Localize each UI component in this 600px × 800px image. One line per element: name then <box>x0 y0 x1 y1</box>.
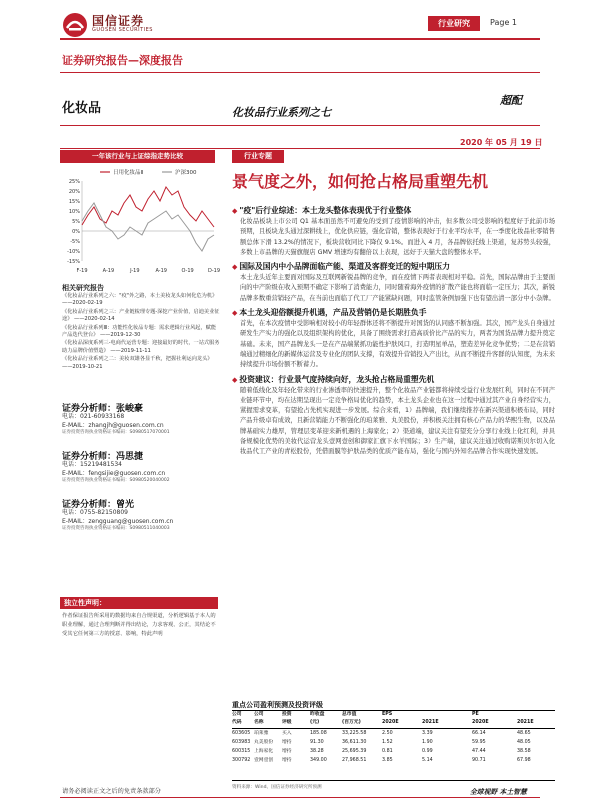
table-cell: 2021E <box>517 720 534 725</box>
table-cell: 300792 <box>232 758 251 763</box>
related-heading: 相关研究报告 <box>62 284 104 292</box>
related-item[interactable]: 《化妆品行业系列之三：产业链梳理专题-深挖产业价值，启迪美业征途》 ——2020-02-14 <box>62 308 220 323</box>
forecast-table <box>232 711 555 781</box>
table-row <box>232 748 555 756</box>
section <box>232 205 555 258</box>
analyst-email[interactable]: E-MAIL：zengguang@guosen.com.cn <box>62 517 174 525</box>
table-cell: 185.08 <box>310 731 327 736</box>
table-row <box>232 739 555 747</box>
table-cell: 壹网壹创 <box>254 758 274 763</box>
table-cell: 2020E <box>472 720 489 725</box>
header-divider <box>60 38 540 40</box>
table-cell: 67.98 <box>517 758 531 763</box>
table-cell: 名称 <box>254 720 264 725</box>
table-cell: 5.14 <box>422 758 433 763</box>
section-body: 首先，在本次疫情中受影响相对较小的年轻群体还将不断提升对国货的认同感不断加强。其次，国产龙头自身通过研发生产实力的强化以及组织架构的优化，具备了围绕需求打造高质价比产品的实力，两者为国货品牌力提升奠定基础。未来，国产品牌龙头一是在产品端紧抓功能性护肤风口，打造明星单品，塑造差异化竞争优势；二是在营销端通过精细化的新媒体运营及专业化的团队支撑，有效提升营销投入产出比，从而不断提升客群的认知度，为未来持续提升市场份额不断蓄力。 <box>240 320 555 369</box>
table-cell: 48.05 <box>517 740 531 745</box>
bullet-icon: ◆ <box>232 309 238 318</box>
table-cell: 投资 <box>282 712 292 717</box>
x-tick-label: A-19 <box>102 268 115 274</box>
table-row <box>232 757 555 765</box>
table-cell: 买入 <box>282 731 292 736</box>
analyst-email[interactable]: E-MAIL：zhangjh@guosen.com.cn <box>62 421 164 429</box>
table-header-rule <box>232 728 555 729</box>
guosen-logo-icon <box>62 12 88 38</box>
table-cell: 603605 <box>232 731 251 736</box>
x-tick-label: A-19 <box>155 268 167 274</box>
table-cell: 48.65 <box>517 731 531 736</box>
disclaimer-title: 独立性声明： <box>60 597 218 609</box>
table-cell: 603983 <box>232 740 251 745</box>
table-cell: 增持 <box>282 740 292 745</box>
main-content <box>232 205 555 461</box>
section-body: 随着低线化及年轻化带来的行业渗透率的快速提升，整个化妆品产业链都将持续受益行业发展红利，同时在不同产业链环节中，均在达期呈现出一定竞争格局优化的趋势，本土龙头企业也在这一过程中通过其产业自身经营实力，紧握需求变革，有望抢占先机实现进一步发展。综合来看，1）品牌端，我们继续推荐在新兴渠道积极布局，同时产品升级卓有成效，且新营销能力不断强化的珀莱雅、丸美股份，并积极关注拥有核心产品力的华熙生物，以及品牌基础实力雄厚，管理层变革迎来新机遇的上海家化；2）渠道端，建议关注有望充分分享行业线上化红利，并具备规模化优势的美妆代运营龙头壹网壹创和御家汇旗下水羊国际；3）生产端，建议关注通过收购诺斯贝尔切入化妆品代工产业的青松股份，凭借面膜等护肤品类的优质产能布局，强化与国内外知名品牌合作实现快速发展。 <box>240 386 555 456</box>
table-cell: 3.85 <box>382 758 393 763</box>
divider <box>60 148 540 149</box>
x-tick-label: D-19 <box>207 268 221 274</box>
footer-note: 请务必阅读正文之后的免责条款部分 <box>62 788 161 795</box>
industry-name: 化妆品 <box>62 101 102 116</box>
analyst-phone: 电话：021-60933168 <box>62 413 125 421</box>
analyst-block <box>62 405 222 436</box>
table-cell: 2021E <box>422 720 439 725</box>
table-cell: 91.30 <box>310 740 324 745</box>
table-cell: 1.90 <box>422 740 433 745</box>
table-cell: PE <box>472 712 479 717</box>
section-tag: 行业专题 <box>232 150 284 163</box>
category-tag: 行业研究 <box>428 16 480 31</box>
table-title: 重点公司盈利预测及投资评级 <box>232 701 323 709</box>
table-cell: 昨收盘 <box>310 712 325 717</box>
chart-title: 一年该行业与上证综指走势比较 <box>60 150 215 163</box>
table-cell: 2.50 <box>382 731 393 736</box>
analyst-phone: 电话：0755-82150809 <box>62 509 128 517</box>
table-cell: 600315 <box>232 749 251 754</box>
analyst-name: 证券分析师：曾光 <box>62 500 135 510</box>
y-tick-label: -15% <box>67 259 80 265</box>
table-cell: 66.14 <box>472 731 486 736</box>
y-tick-label: -5% <box>70 239 80 245</box>
report-date: 2020 年 05 月 19 日 <box>460 138 543 147</box>
table-cell: 增持 <box>282 758 292 763</box>
table-cell: 上海家化 <box>254 749 274 754</box>
y-tick-label: 0% <box>72 229 80 235</box>
table-cell: 评级 <box>282 720 292 725</box>
legend-label: 沪深300 <box>175 170 197 176</box>
table-header-row <box>232 719 555 727</box>
x-tick-label: F-19 <box>76 268 88 274</box>
analyst-name: 证券分析师：冯思捷 <box>62 452 144 462</box>
table-cell: 36,611.30 <box>342 740 367 745</box>
legend-label: 日用化妆品Ⅱ <box>113 170 144 176</box>
table-cell: 珀莱雅 <box>254 731 269 736</box>
table-cell: 38.58 <box>517 749 531 754</box>
table-cell: 38.28 <box>310 749 324 754</box>
y-tick-label: 10% <box>68 209 80 215</box>
table-cell: EPS <box>382 712 393 717</box>
divider <box>60 125 540 126</box>
table-cell: 59.95 <box>472 740 486 745</box>
section-heading: 本土龙头迎俗额提升机遇，产品及营销仍是长期胜负手 <box>239 308 427 318</box>
table-cell: 3.39 <box>422 731 433 736</box>
section-heading: 国际及国内中小品牌面临产能、渠道及客群变迁的短中期压力 <box>239 262 450 272</box>
table-cell: 25,695.39 <box>342 749 367 754</box>
rating: 超配 <box>500 94 522 107</box>
x-tick-label: J-19 <box>130 268 140 274</box>
table-row <box>232 730 555 738</box>
table-cell: 0.81 <box>382 749 393 754</box>
table-cell: 27,968.51 <box>342 758 367 763</box>
trend-chart <box>60 165 221 277</box>
analyst-license: 证券投资咨询执业资格证书编码：S0980520040002 <box>62 478 170 484</box>
table-bottom-rule <box>232 780 555 781</box>
logo-english-text: GUOSEN SECURITIES <box>92 27 153 33</box>
bullet-icon: ◆ <box>232 375 238 384</box>
table-cell: 代码 <box>232 720 242 725</box>
analyst-license: 证券投资咨询执业资格证书编码：S0980511040003 <box>62 526 170 532</box>
table-source: 资料来源：Wind、国信证券经济研究所预测 <box>232 785 322 790</box>
section-heading: "疫"后行业综述：本土龙头整体表现优于行业整体 <box>239 206 412 215</box>
section <box>232 261 555 304</box>
y-tick-label: 5% <box>72 219 80 225</box>
table-header-row <box>232 711 555 719</box>
table-cell: (元) <box>310 720 320 725</box>
headline: 景气度之外，如何抢占格局重塑先机 <box>232 172 489 191</box>
table-cell: 公司 <box>232 712 242 717</box>
table-cell: 349.00 <box>310 758 327 763</box>
divider <box>60 72 540 73</box>
logo-text: 国信证券 <box>92 14 145 28</box>
section <box>232 374 555 458</box>
related-list <box>62 293 220 372</box>
table-cell: 33,225.58 <box>342 731 367 736</box>
analyst-email[interactable]: E-MAIL：fengsijie@guosen.com.cn <box>62 469 166 477</box>
bullet-icon: ◆ <box>232 263 238 272</box>
section-body: 化妆品板块上市公司 Q1 基本面虽然不可避免的受到了疫情影响的冲击，但多数公司受影响的程度好于此前市场预期，且板块龙头通过深耕线上，优化供应链，强化营销，整体表现好于行业平均水平，在一季度化妆品社零销售额总体下滑 13.2%的情况下，板块营收同比下降仅 9.1%。而进入 4 月，各品牌依托线上渠道，复苏势头较强，多数上市品牌的天猫旗舰店 GMV 增速均有翻倍以上表现，远好于天猫大盘的整体水平。 <box>240 218 555 256</box>
y-tick-label: 20% <box>68 189 80 195</box>
table-cell: 总市值 <box>342 712 357 717</box>
table-cell: (百万元) <box>342 720 361 725</box>
table-cell: 0.99 <box>422 749 433 754</box>
related-item[interactable]: 《化妆品行业系列之六："疫"外之路，本土美妆龙头如何化危为机》 ——2020-02-19 <box>62 293 218 307</box>
related-item[interactable]: 《化妆品深度系列三-电商代运营专题：迎接最好的时代，一站式服务助力品牌价值塑造》 ——2019-11-11 <box>62 340 220 354</box>
table-cell: 1.52 <box>382 740 393 745</box>
footer-rule <box>60 797 540 798</box>
series-line <box>82 187 214 227</box>
report-type: 证券研究报告—深度报告 <box>62 54 183 67</box>
analyst-name: 证券分析师：张峻豪 <box>62 404 144 414</box>
table-cell: 90.71 <box>472 758 486 763</box>
analyst-block <box>62 453 222 484</box>
table-cell: 2020E <box>382 720 399 725</box>
related-item[interactable]: 《化妆品行业系列之二：美妆双雄各显千秋，把握社利运向龙头》 ——2019-10-21 <box>62 356 213 370</box>
related-item[interactable]: 《化妆品行业系列Ⅲ：功能性化妆品专题：需求逻辑行业风起，赋能产品迭代登台》 ——2019-12-30 <box>62 324 217 339</box>
table-cell: 丸美股份 <box>254 740 274 745</box>
x-tick-label: O-19 <box>181 268 194 274</box>
footer-slogan: 全球视野 本土智慧 <box>470 788 527 796</box>
analyst-block <box>62 501 222 532</box>
y-tick-label: -10% <box>67 249 80 255</box>
section-heading: 投资建议：行业景气度持续向好，龙头抢占格局重塑先机 <box>239 374 435 384</box>
y-tick-label: 25% <box>68 179 80 185</box>
bullet-icon: ◆ <box>232 207 238 215</box>
series-title: 化妆品行业系列之七 <box>232 106 331 119</box>
table-cell: 增持 <box>282 749 292 754</box>
y-tick-label: 15% <box>68 199 80 205</box>
table-cell: 公司 <box>254 712 264 717</box>
table-cell: 47.44 <box>472 749 486 754</box>
page-number: Page 1 <box>490 18 517 27</box>
disclaimer-text: 作者保证报告所采用的数据均来自合规渠道，分析逻辑基于本人的职业理解，通过合理判断并得出结论，力求客观、公正，其结论不受其它任何第三方的授意、影响，特此声明 <box>62 613 216 637</box>
analyst-license: 证券投资咨询执业资格证书编码：S0980517070001 <box>62 430 170 436</box>
section <box>232 307 555 370</box>
section-body: 本土龙头近年主要面对国际及互联网新锐品牌的竞争，而在疫情下两者表现相对平稳。首先，国际品牌由于主要面向的中产阶级在收入预期不确定下影响了消费能力，同时随着海外疫情的扩散产能也将面临一定压力；其次，新锐品牌多数重营销轻产品，在当前也面临了代工厂产能紧缺问题，同时监管条例加强下也有望出清一部分中小杂牌。 <box>240 274 555 302</box>
analyst-phone: 电话：15219481534 <box>62 461 122 469</box>
series-line <box>82 203 214 251</box>
